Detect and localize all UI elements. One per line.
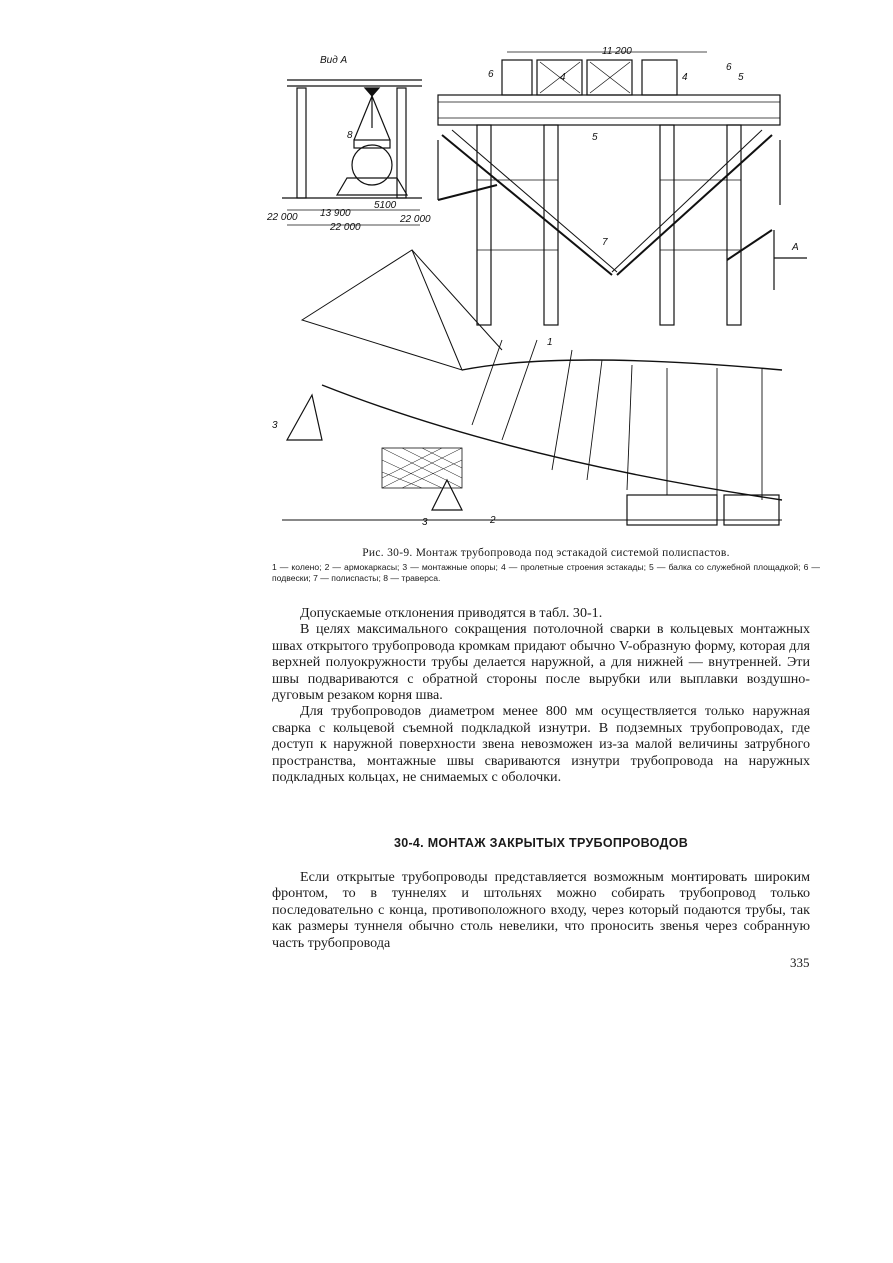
dimension-22000-right: 22 000 [400, 214, 431, 225]
dimension-22000-bottom: 22 000 [330, 222, 361, 233]
callout-7: 7 [602, 237, 608, 248]
paragraph-1: Допускаемые отклонения приводятся в табл. 30-1. [300, 605, 603, 621]
callout-2: 2 [490, 515, 496, 526]
callout-8: 8 [347, 130, 353, 141]
view-a-label: Вид А [320, 55, 348, 66]
callout-3-left: 3 [272, 420, 278, 431]
dimension-11200: 11 200 [602, 46, 632, 57]
dimension-13900: 13 900 [320, 208, 351, 219]
dimension-22000-left: 22 000 [267, 212, 298, 223]
dimension-5100: 5100 [374, 200, 397, 211]
text-block-lower [272, 869, 810, 951]
text-block-upper [272, 605, 810, 785]
callout-4-right: 4 [682, 72, 688, 83]
figure-legend: 1 — колено; 2 — армокаркасы; 3 — монтажные опоры; 4 — пролетные строения эстакады; 5 — балка со служебной площадкой; 6 — подвески; 7 — полиспасты; 8 — траверса. [272, 562, 820, 583]
paragraph-3: Для трубопроводов диаметром менее 800 мм осуществляется только наружная сварка с кольцевой съемной подкладкой изнутри. В подземных трубопроводах, где доступ к наружной поверхности звена невозможен из-за малой величины затрубного пространства, монтажные швы свариваются изнутри трубопровода на наружных подкладных кольцах, не снимаемых с оболочки. [272, 703, 810, 786]
section-heading: 30-4. МОНТАЖ ЗАКРЫТЫХ ТРУБОПРОВОДОВ [393, 836, 689, 850]
paragraph-2: В целях максимального сокращения потолочной сварки в кольцевых монтажных швах открытого трубопровода кромкам придают обычно V-образную форму, которая для верхней полуокружности трубы делается наружной, а для нижней — внутренней. Эти швы подвариваются с обратной стороны после вырубки или выплавки воздушно-дуговым резаком корня шва. [272, 621, 810, 704]
callout-1: 1 [547, 337, 553, 348]
callout-5-beam: 5 [592, 132, 598, 143]
callout-3-bottom: 3 [422, 517, 428, 528]
callout-6-right: 6 [726, 62, 732, 73]
arrow-a-label: А [792, 242, 799, 253]
page-number: 335 [790, 955, 810, 970]
figure-30-9 [262, 40, 822, 550]
paragraph-4: Если открытые трубопроводы представляется возможным монтировать широким фронтом, то в туннелях и штольнях можно собирать трубопровод только последовательно с конца, противоположного входу, через который подаются трубы, так как размеры туннеля обычно столь невелики, что проносить звенья через собранную часть трубопровода [272, 869, 810, 951]
callout-5-right: 5 [738, 72, 744, 83]
callout-4-left: 4 [560, 72, 566, 83]
callout-6-left: 6 [488, 69, 494, 80]
figure-caption: Рис. 30-9. Монтаж трубопровода под эстакадой системой полиспастов. [362, 547, 730, 559]
installation-drawing [262, 40, 822, 550]
